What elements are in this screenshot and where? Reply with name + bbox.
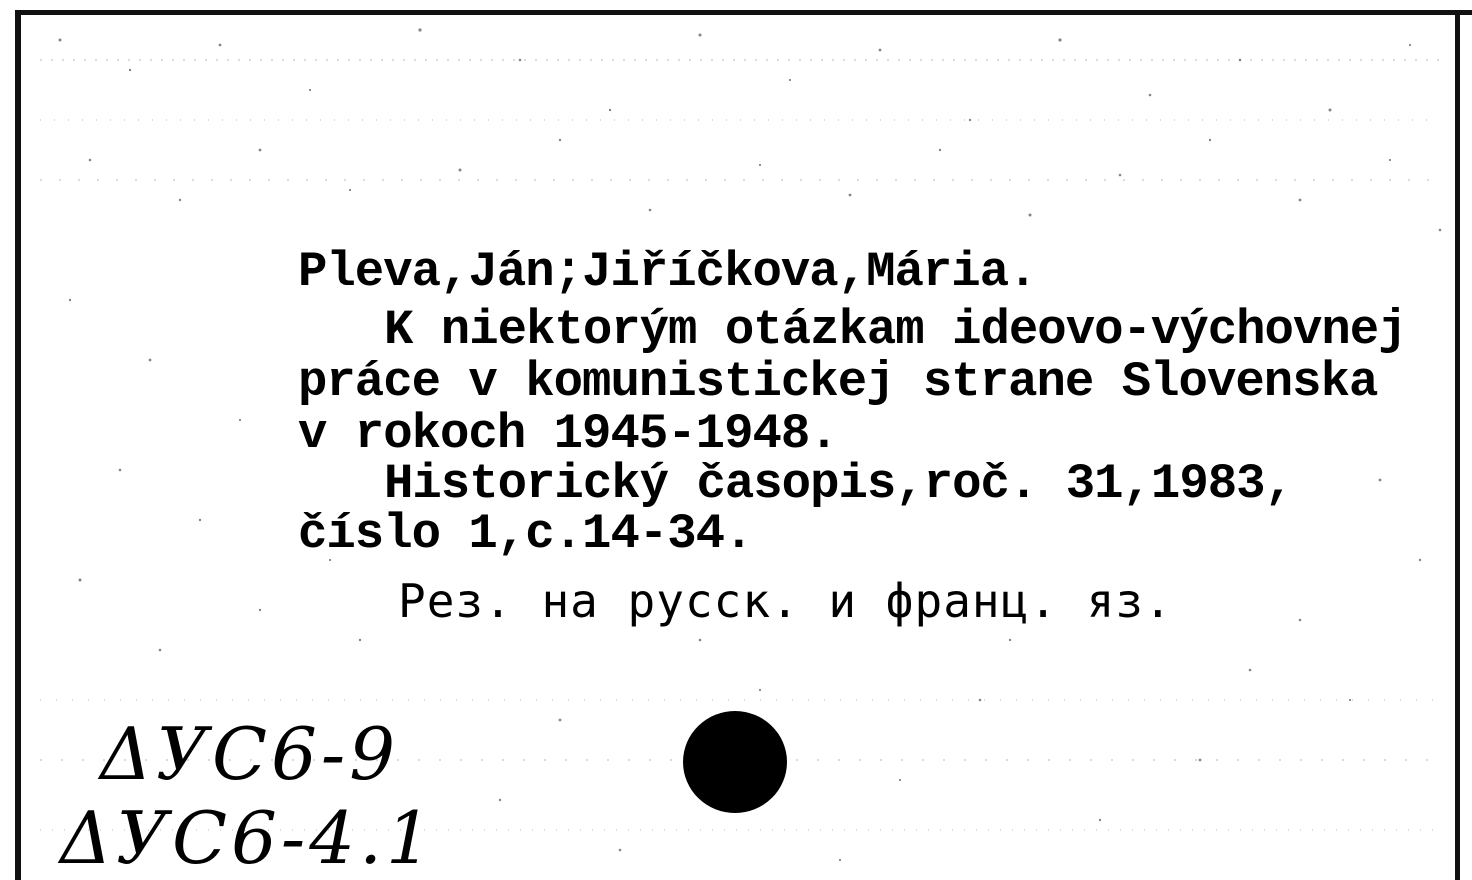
title-line-3: v rokoch 1945-1948.	[298, 406, 838, 462]
title-line-1: K niektorým otázkam ideovo-výchovnej	[384, 302, 1407, 358]
call-number-1: ΔУС6-9	[100, 712, 400, 796]
summary-note: Рез. на русск. и франц. яз.	[398, 574, 1173, 628]
call-number-2: ΔУС6-4.1	[60, 796, 436, 880]
source-line-2: číslo 1,c.14-34.	[298, 506, 753, 562]
source-line-1: Historický časopis,roč. 31,1983,	[384, 456, 1293, 512]
punch-hole	[683, 711, 787, 813]
author-line: Pleva,Ján;Jiříčkova,Mária.	[298, 244, 1037, 300]
title-line-2: práce v komunistickej strane Slovenska	[298, 354, 1378, 410]
